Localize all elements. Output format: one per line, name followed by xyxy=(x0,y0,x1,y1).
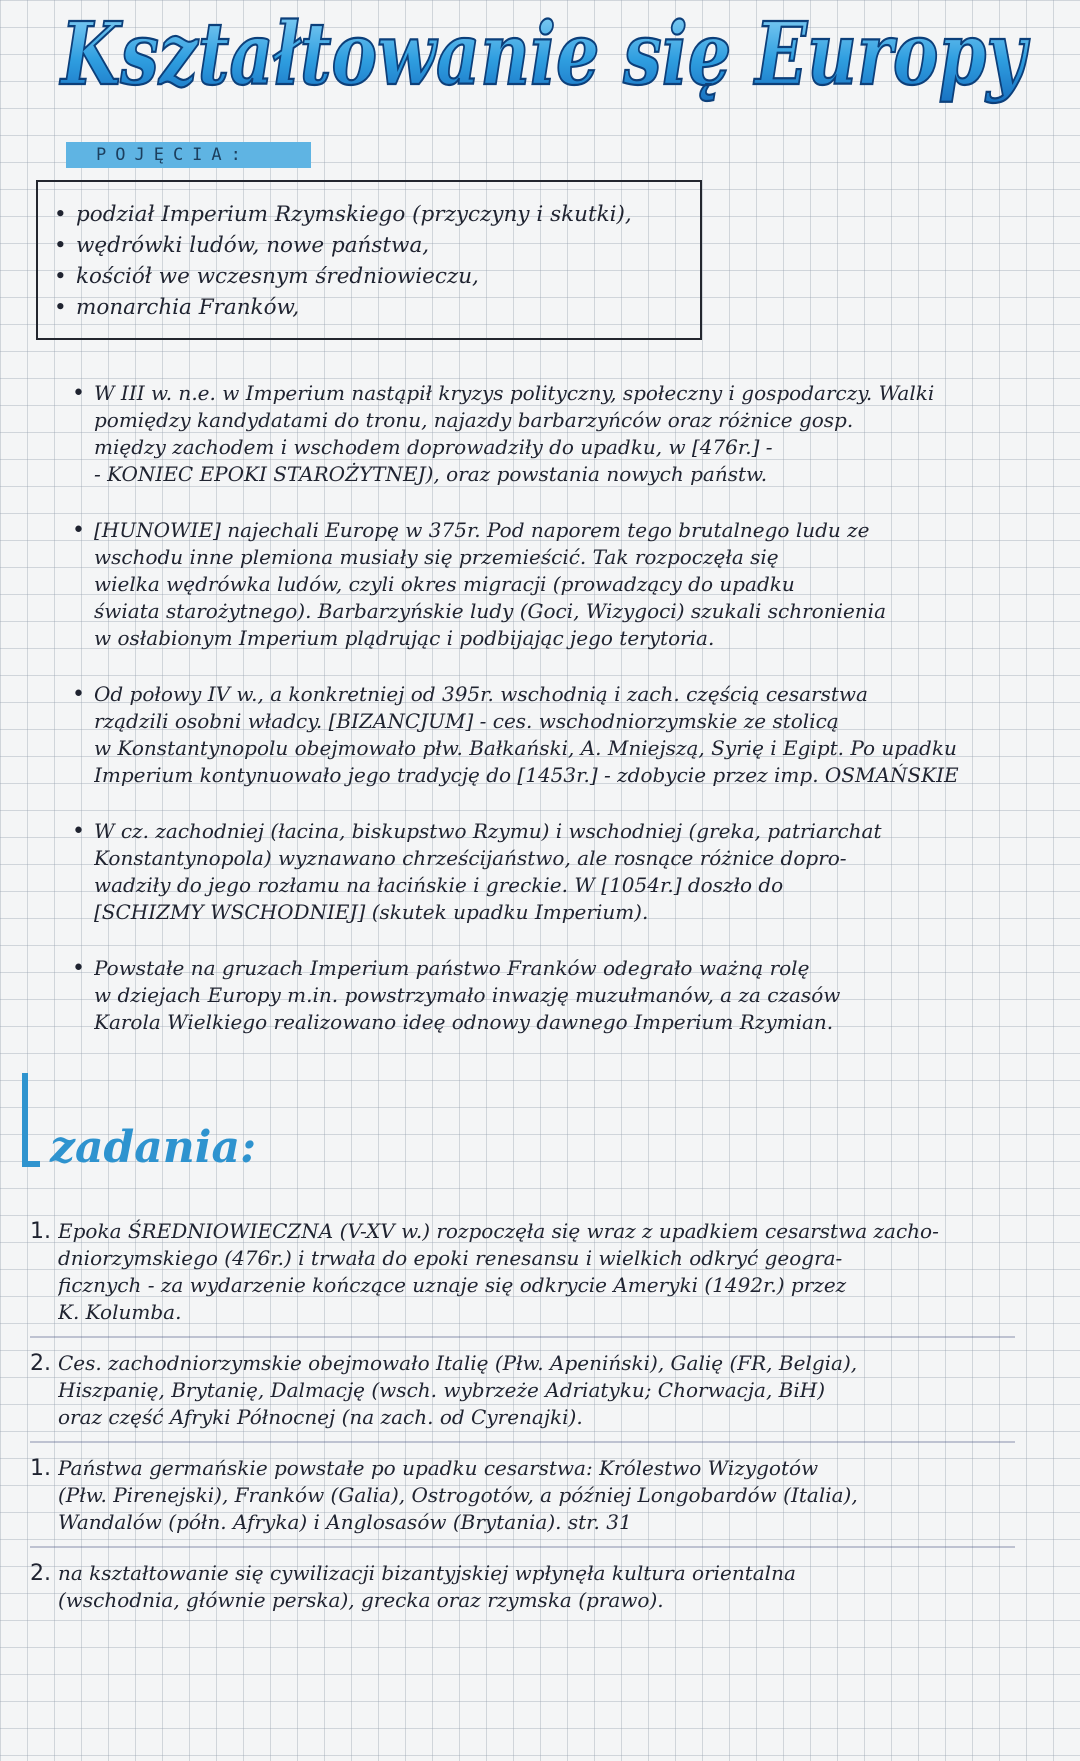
bullet-icon: • xyxy=(72,518,85,543)
task-line: (Płw. Pirenejski), Franków (Galia), Ostrogotów, a później Longobardów (Italia), xyxy=(58,1483,858,1507)
task-number: 1. xyxy=(30,1456,51,1481)
note-line: wielka wędrówka ludów, czyli okres migracji (prowadzący do upadku xyxy=(94,572,795,596)
bullet-icon: • xyxy=(72,819,85,844)
task-line: na kształtowanie się cywilizacji bizantyjskiej wpłynęła kultura orientalna xyxy=(58,1561,796,1585)
note-line: w Konstantynopolu obejmowało płw. Bałkański, A. Mniejszą, Syrię i Egipt. Po upadku xyxy=(94,736,957,760)
task-line: Epoka ŚREDNIOWIECZNA (V-XV w.) rozpoczęła się wraz z upadkiem cesarstwa zacho- xyxy=(58,1219,939,1243)
task-item xyxy=(30,1218,1060,1326)
note-line: Powstałe na gruzach Imperium państwo Franków odegrało ważną rolę xyxy=(94,956,810,980)
note-line: Od połowy IV w., a konkretniej od 395r. wschodnią i zach. częścią cesarstwa xyxy=(94,682,868,706)
task-line: (wschodnia, głównie perska), grecka oraz rzymska (prawo). xyxy=(58,1588,664,1612)
task-number: 2. xyxy=(30,1561,51,1586)
note-line: wadziły do jego rozłamu na łacińskie i greckie. W [1054r.] doszło do xyxy=(94,873,784,897)
note-line: W cz. zachodniej (łacina, biskupstwo Rzymu) i wschodniej (greka, patriarchat xyxy=(94,819,882,843)
concept-item: • podział Imperium Rzymskiego (przyczyny i skutki), xyxy=(60,199,686,230)
bullet-icon: • xyxy=(72,682,85,707)
page-title xyxy=(55,0,1035,110)
task-item xyxy=(30,1455,1060,1536)
task-number: 2. xyxy=(30,1351,51,1376)
note-paragraph xyxy=(72,818,1052,926)
note-line: Karola Wielkiego realizowano ideę odnowy dawnego Imperium Rzymian. xyxy=(94,1010,834,1034)
note-line: Imperium kontynuowało jego tradycję do [1453r.] - zdobycie przez imp. OSMAŃSKIE xyxy=(94,763,959,787)
note-line: [SCHIZMY WSCHODNIEJ] (skutek upadku Imperium). xyxy=(94,900,649,924)
task-line: oraz część Afryki Północnej (na zach. od Cyrenajki). xyxy=(58,1405,583,1429)
task-line: ficznych - za wydarzenie kończące uznaje się odkrycie Ameryki (1492r.) przez xyxy=(58,1273,847,1297)
task-divider xyxy=(30,1546,1015,1548)
concepts-label: POJĘCIA: xyxy=(66,142,311,168)
task-line: Ces. zachodniorzymskie obejmowało Italię (Płw. Apeniński), Galię (FR, Belgia), xyxy=(58,1351,858,1375)
notes-section xyxy=(72,380,1052,1065)
note-line: rządzili osobni władcy. [BIZANCJUM] - ces. wschodniorzymskie ze stolicą xyxy=(94,709,839,733)
task-item xyxy=(30,1350,1060,1431)
task-divider xyxy=(30,1336,1015,1338)
note-paragraph xyxy=(72,517,1052,652)
title-text: Kształtowanie się Europy xyxy=(58,4,1030,105)
zadania-bracket xyxy=(22,1073,40,1167)
bullet-icon: • xyxy=(72,956,85,981)
note-line: w dziejach Europy m.in. powstrzymało inwazję muzułmanów, a za czasów xyxy=(94,983,841,1007)
task-line: K. Kolumba. xyxy=(58,1300,182,1324)
note-line: wschodu inne plemiona musiały się przemieścić. Tak rozpoczęła się xyxy=(94,545,779,569)
note-paragraph xyxy=(72,380,1052,488)
note-line: Konstantynopola) wyznawano chrześcijaństwo, ale rosnące różnice dopro- xyxy=(94,846,847,870)
concepts-box xyxy=(36,180,702,340)
note-line: między zachodem i wschodem doprowadziły do upadku, w [476r.] - xyxy=(94,435,773,459)
concept-item: • monarchia Franków, xyxy=(60,292,686,323)
note-line: W III w. n.e. w Imperium nastąpił kryzys polityczny, społeczny i gospodarczy. Walki xyxy=(94,381,935,405)
note-line: pomiędzy kandydatami do tronu, najazdy barbarzyńców oraz różnice gosp. xyxy=(94,408,854,432)
tasks-section xyxy=(30,1218,1060,1614)
task-line: dniorzymskiego (476r.) i trwała do epoki renesansu i wielkich odkryć geogra- xyxy=(58,1246,843,1270)
note-line: świata starożytnego). Barbarzyńskie ludy (Goci, Wizygoci) szukali schronienia xyxy=(94,599,887,623)
note-paragraph xyxy=(72,681,1052,789)
concept-item: • kościół we wczesnym średniowieczu, xyxy=(60,261,686,292)
task-divider xyxy=(30,1441,1015,1443)
task-item xyxy=(30,1560,1060,1614)
task-line: Hiszpanię, Brytanię, Dalmację (wsch. wybrzeże Adriatyku; Chorwacja, BiH) xyxy=(58,1378,826,1402)
note-line: [HUNOWIE] najechali Europę w 375r. Pod naporem tego brutalnego ludu ze xyxy=(94,518,870,542)
concept-item: • wędrówki ludów, nowe państwa, xyxy=(60,230,686,261)
title-lettering xyxy=(55,0,1035,110)
zadania-heading: zadania: xyxy=(50,1122,257,1173)
note-line: - KONIEC EPOKI STAROŻYTNEJ), oraz powstania nowych państw. xyxy=(94,462,768,486)
task-number: 1. xyxy=(30,1219,51,1244)
note-line: w osłabionym Imperium plądrując i podbijając jego terytoria. xyxy=(94,626,715,650)
task-line: Państwa germańskie powstałe po upadku cesarstwa: Królestwo Wizygotów xyxy=(58,1456,819,1480)
bullet-icon: • xyxy=(72,381,85,406)
note-paragraph xyxy=(72,955,1052,1036)
task-line: Wandalów (półn. Afryka) i Anglosasów (Brytania). str. 31 xyxy=(58,1510,632,1534)
